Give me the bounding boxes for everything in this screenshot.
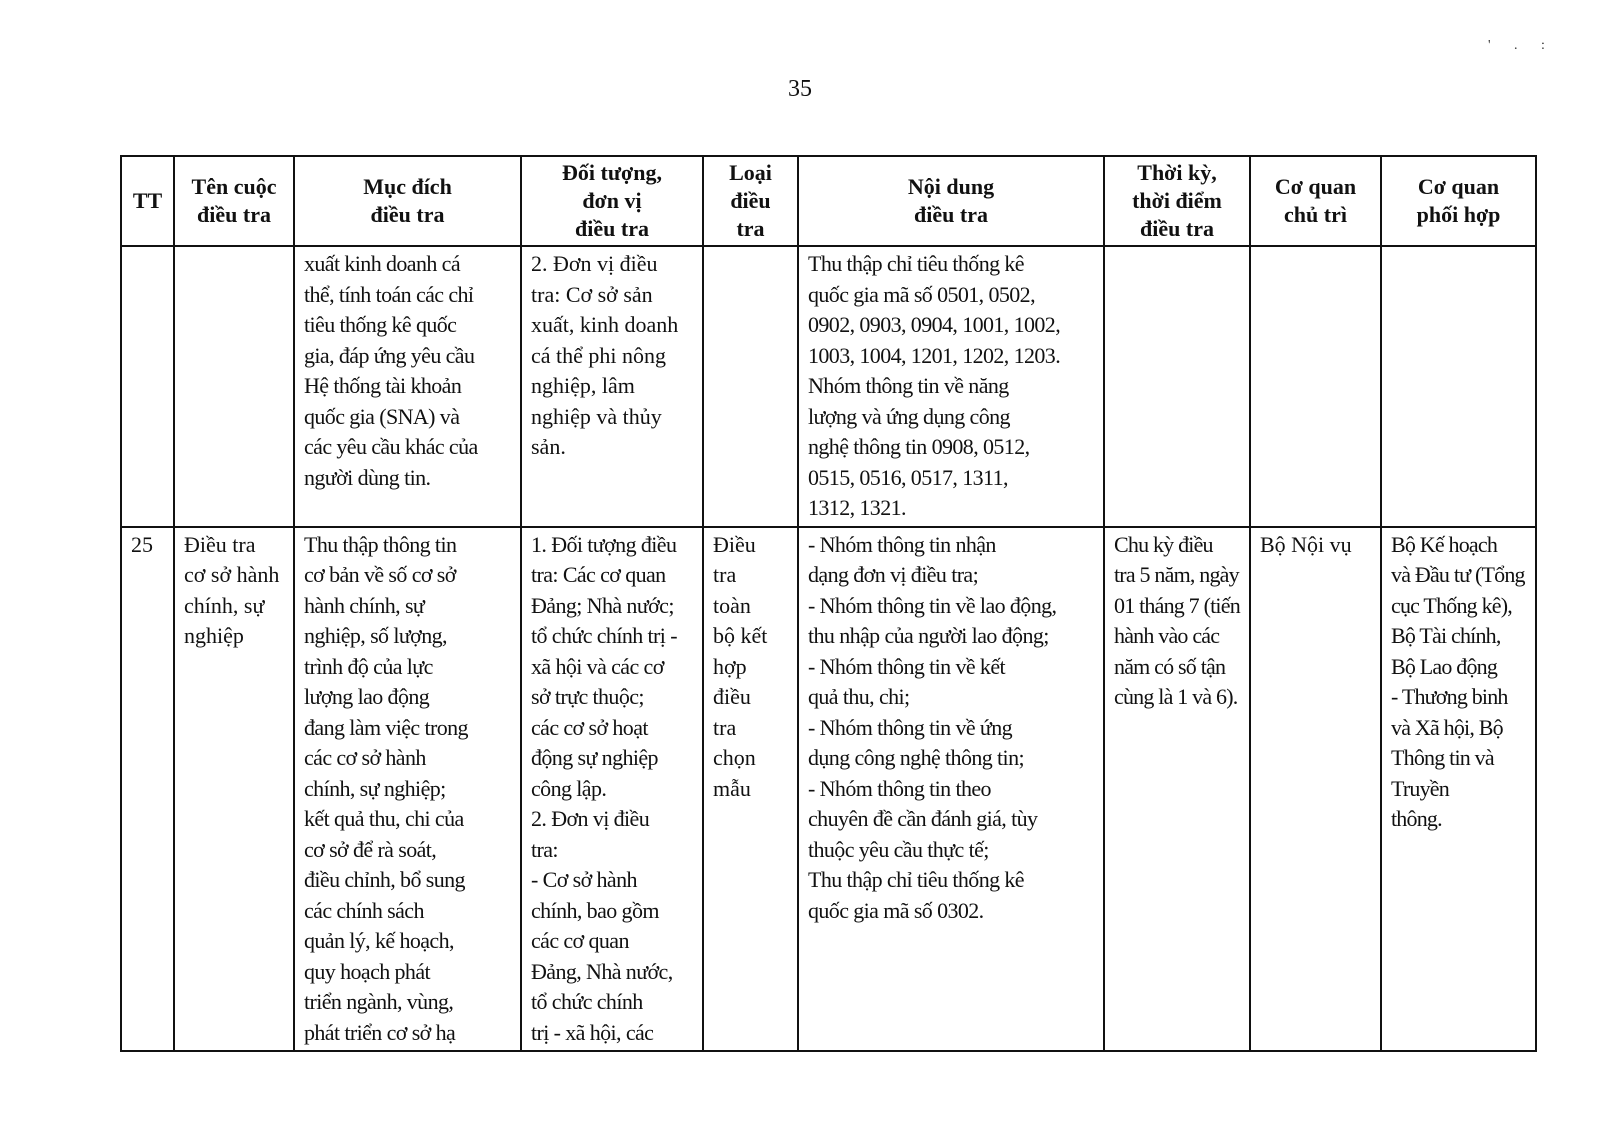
text-line: điều tra (370, 202, 445, 227)
cell-noi-dung (798, 246, 1104, 527)
text-line: tiêu thống kê quốc (304, 312, 457, 337)
text-line: chính, sự (184, 592, 265, 618)
text-line: phối hợp (1416, 202, 1501, 227)
text-line: Bộ Lao động (1391, 653, 1498, 679)
cell-loai (703, 246, 798, 527)
text-line: dụng công nghệ thông tin; (808, 745, 1024, 770)
text-line: Mục đích (363, 174, 452, 199)
text-line: - Thương binh (1391, 684, 1508, 709)
page-number: 35 (788, 76, 812, 102)
text-line: Đối tượng, (562, 160, 662, 185)
text-line: tra: Cơ sở sản (531, 281, 653, 307)
text-line: Thu thập chỉ tiêu thống kê (808, 251, 1024, 276)
text-line: các cơ quan (531, 928, 629, 953)
text-line: tra (713, 714, 737, 740)
table-row-25 (121, 527, 1536, 1052)
text-line: Điều tra (184, 531, 256, 557)
text-line: điều tra (575, 216, 649, 241)
text-line: dạng đơn vị điều tra; (808, 562, 979, 587)
header-row (121, 156, 1536, 246)
text-line: điều (730, 188, 771, 213)
text-line: 1. Đối tượng điều (531, 531, 677, 557)
cell-tt: 25 (121, 527, 174, 1052)
text-line: Nội dung (907, 174, 995, 199)
header-loai (703, 156, 798, 246)
text-line: cơ sở hành (184, 562, 280, 587)
text-line: chọn (713, 745, 756, 770)
text-line: kết quả thu, chi của (304, 806, 464, 831)
header-noi-dung (798, 156, 1104, 246)
text-line: 0515, 0516, 0517, 1311, (808, 464, 1008, 490)
text-line: - Cơ sở hành (531, 867, 637, 892)
text-line: thể, tính toán các chỉ (304, 281, 474, 307)
text-line: hợp (713, 653, 747, 679)
header-thoi-ky (1104, 156, 1250, 246)
header-doi-tuong (521, 156, 703, 246)
cell-loai (703, 527, 798, 1052)
text-line: quy hoạch phát (304, 958, 431, 984)
text-line: năm có số tận (1114, 653, 1226, 679)
text-line: người dùng tin. (304, 464, 431, 490)
text-line: - Nhóm thông tin nhận (808, 531, 996, 557)
cell-muc-dich (294, 527, 521, 1052)
text-line: 1003, 1004, 1201, 1202, 1203. (808, 342, 1061, 368)
text-line: và Xã hội, Bộ (1391, 714, 1503, 740)
text-line: 0902, 0903, 0904, 1001, 1002, (808, 312, 1061, 337)
text-line: Hệ thống tài khoản (304, 373, 462, 398)
text-line: điều (713, 684, 751, 709)
text-line: các chính sách (304, 897, 424, 923)
cell-thoi-ky (1104, 527, 1250, 1052)
text-line: tra: Các cơ quan (531, 562, 666, 587)
text-line: cá thể phi nông (531, 342, 667, 368)
text-line: Loại (729, 160, 772, 185)
text-line: cục Thống kê), (1391, 592, 1512, 618)
cell-muc-dich (294, 246, 521, 527)
text-line: nghiệp, số lượng, (304, 623, 447, 648)
table-row-continued (121, 246, 1536, 527)
text-line: tổ chức chính trị - (531, 623, 677, 648)
text-line: tra: (531, 836, 558, 862)
text-line: tra (736, 216, 765, 241)
text-line: triển ngành, vùng, (304, 989, 454, 1014)
text-line: thuộc yêu cầu thực tế; (808, 836, 989, 862)
text-line: quốc gia mã số 0302. (808, 897, 984, 923)
text-line: thông. (1391, 806, 1442, 831)
text-line: xuất, kinh doanh (531, 312, 679, 337)
text-line: xã hội và các cơ (531, 653, 664, 679)
cell-thoi-ky (1104, 246, 1250, 527)
text-line: Đảng; Nhà nước; (531, 592, 674, 618)
header-tt: TT (121, 156, 174, 246)
cell-doi-tuong (521, 246, 703, 527)
text-line: Điều (713, 531, 756, 557)
text-line: - Nhóm thông tin về kết (808, 653, 1006, 679)
text-line: hành vào các (1114, 623, 1220, 648)
text-line: các cơ sở hành (304, 745, 426, 770)
header-muc-dich (294, 156, 521, 246)
text-line: Truyền (1391, 775, 1449, 801)
text-line: thu nhập của người lao động; (808, 623, 1049, 648)
text-line: tổ chức chính (531, 989, 643, 1014)
cell-chu-tri (1250, 246, 1381, 527)
text-line: toàn (713, 592, 751, 618)
text-line: điều chỉnh, bổ sung (304, 867, 465, 892)
text-line: nghệ thông tin 0908, 0512, (808, 434, 1030, 459)
text-line: Thông tin và (1391, 745, 1494, 770)
text-line: tra (713, 562, 737, 587)
text-line: sản. (531, 434, 566, 459)
text-line: Thu thập chỉ tiêu thống kê (808, 867, 1024, 892)
text-line: cơ sở để rà soát, (304, 836, 437, 862)
text-line: - Nhóm thông tin về lao động, (808, 592, 1057, 618)
text-line: 2. Đơn vị điều (531, 251, 658, 276)
text-line: hành chính, sự (304, 592, 425, 618)
cell-chu-tri: Bộ Nội vụ (1250, 527, 1381, 1052)
header-chu-tri (1250, 156, 1381, 246)
cell-noi-dung (798, 527, 1104, 1052)
text-line: Cơ quan (1417, 174, 1500, 199)
text-line: nghiệp và thủy (531, 403, 662, 429)
text-line: Bộ Tài chính, (1391, 623, 1501, 648)
text-line: cùng là 1 và 6). (1114, 684, 1238, 709)
text-line: Cơ quan (1274, 174, 1357, 199)
text-line: 2. Đơn vị điều (531, 806, 650, 831)
text-line: động sự nghiệp (531, 745, 658, 770)
text-line: lượng lao động (304, 684, 430, 709)
cell-phoi-hop (1381, 246, 1536, 527)
text-line: bộ kết (713, 623, 768, 648)
text-line: 01 tháng 7 (tiến (1114, 592, 1240, 618)
text-line: quản lý, kế hoạch, (304, 928, 454, 953)
text-line: xuất kinh doanh cá (304, 251, 460, 276)
text-line: trị - xã hội, các (531, 1019, 654, 1045)
text-line: tra 5 năm, ngày (1114, 562, 1239, 587)
text-line: các cơ sở hoạt (531, 714, 648, 740)
text-line: điều tra (197, 202, 271, 227)
text-line: - Nhóm thông tin theo (808, 775, 991, 801)
cell-phoi-hop (1381, 527, 1536, 1052)
text-line: chính, sự nghiệp; (304, 775, 446, 801)
header-ten (174, 156, 294, 246)
text-line: đơn vị (582, 188, 642, 213)
text-line: cơ bản về số cơ sở (304, 562, 456, 587)
text-line: chính, bao gồm (531, 897, 659, 923)
text-line: gia, đáp ứng yêu cầu (304, 342, 475, 368)
cell-ten (174, 246, 294, 527)
text-line: Thu thập thông tin (304, 531, 457, 557)
text-line: quốc gia mã số 0501, 0502, (808, 281, 1035, 307)
text-line: Nhóm thông tin về năng (808, 373, 1009, 398)
text-line: Đảng, Nhà nước, (531, 958, 673, 984)
text-line: điều tra (914, 202, 988, 227)
text-line: Thời kỳ, (1137, 160, 1217, 185)
text-line: lượng và ứng dụng công (808, 403, 1010, 429)
header-phoi-hop (1381, 156, 1536, 246)
text-line: Chu kỳ điều (1114, 531, 1213, 557)
text-line: thời điểm (1132, 188, 1222, 213)
text-line: công lập. (531, 775, 607, 801)
text-line: phát triển cơ sở hạ (304, 1019, 456, 1045)
text-line: Bộ Kế hoạch (1391, 531, 1498, 557)
survey-table (120, 155, 1537, 1052)
text-line: - Nhóm thông tin về ứng (808, 714, 1013, 740)
scan-specks: ' . : (1488, 38, 1555, 53)
text-line: sở trực thuộc; (531, 684, 644, 709)
text-line: nghiệp, lâm (531, 373, 635, 398)
text-line: đang làm việc trong (304, 714, 468, 740)
text-line: 1312, 1321. (808, 495, 906, 520)
cell-ten (174, 527, 294, 1052)
text-line: và Đầu tư (Tổng (1391, 562, 1525, 587)
text-line: chuyên đề cần đánh giá, tùy (808, 806, 1038, 831)
text-line: quốc gia (SNA) và (304, 403, 460, 429)
text-line: điều tra (1140, 216, 1214, 241)
cell-tt (121, 246, 174, 527)
cell-doi-tuong (521, 527, 703, 1052)
text-line: quả thu, chi; (808, 684, 910, 709)
text-line: Tên cuộc (191, 174, 277, 199)
text-line: trình độ của lực (304, 653, 433, 679)
text-line: nghiệp (184, 623, 244, 648)
text-line: các yêu cầu khác của (304, 434, 478, 459)
text-line: chủ trì (1284, 202, 1347, 227)
text-line: mẫu (713, 775, 751, 801)
